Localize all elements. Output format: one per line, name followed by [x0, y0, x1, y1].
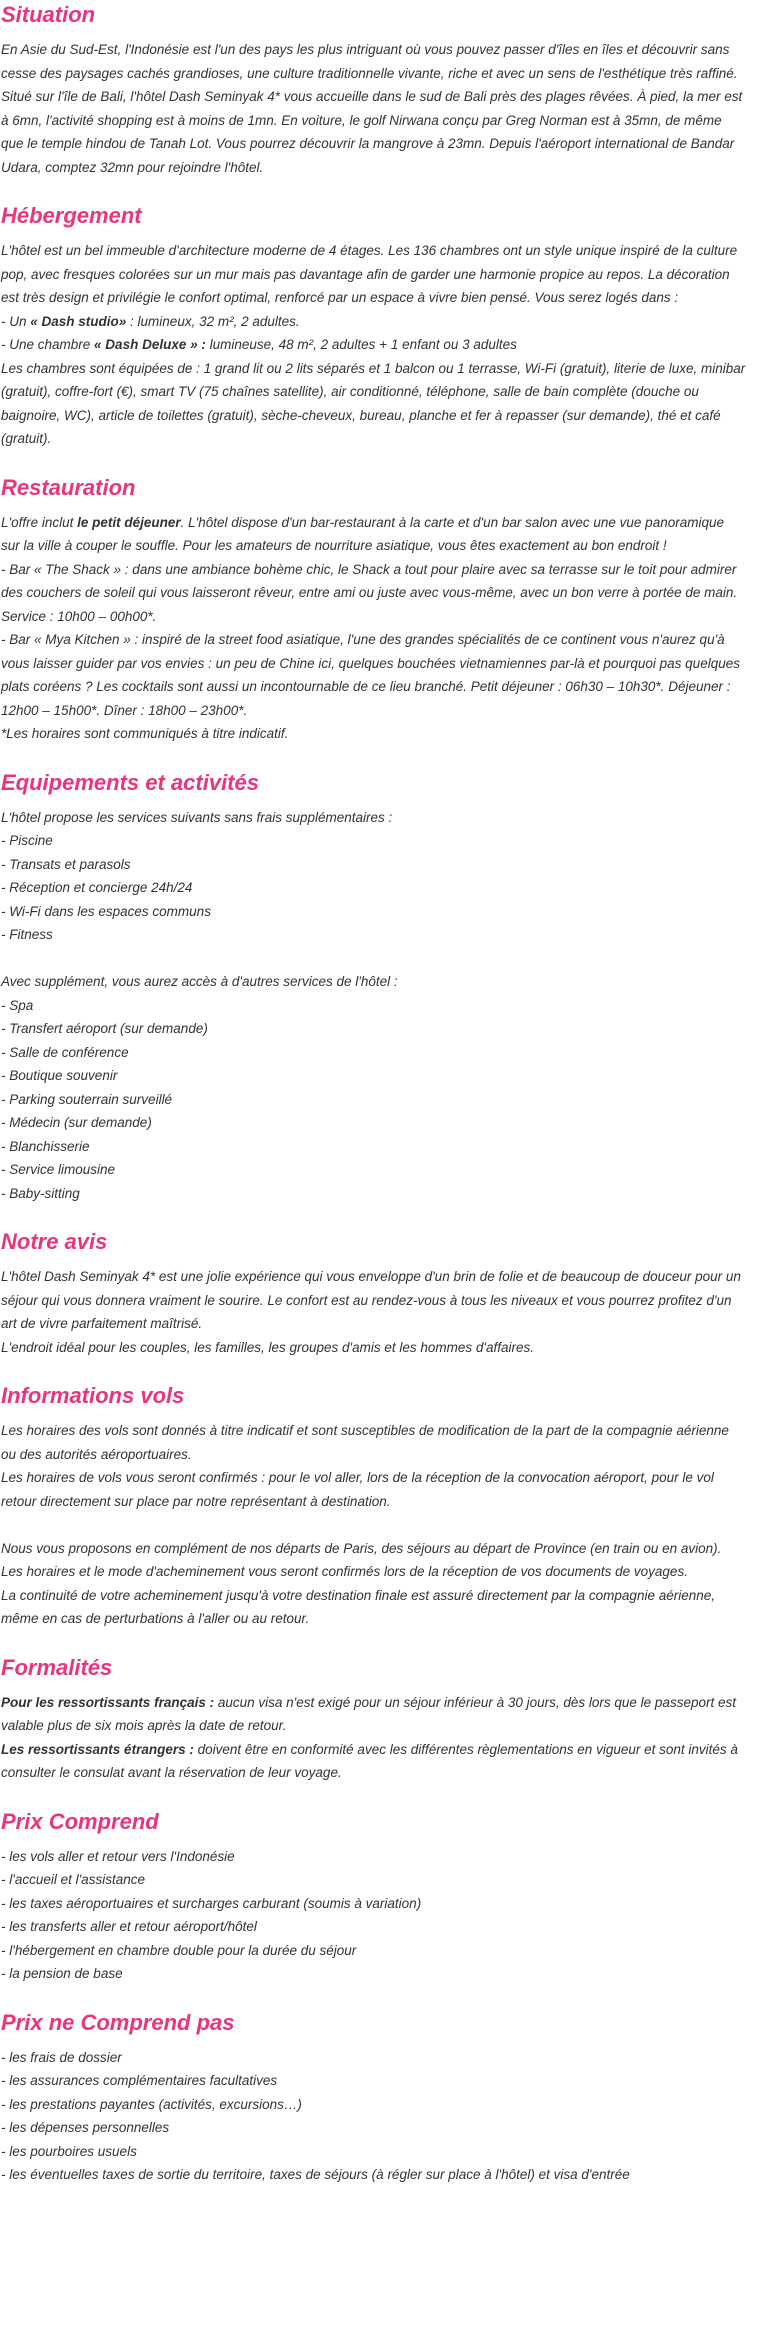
vols-text: La continuité de votre acheminement jusqu'à votre destination finale est assuré directement par la compagnie aérienne, même en cas de perturbations à l'aller ou au retour.	[1, 1587, 716, 1626]
bar-mya-kitchen: - Bar « Mya Kitchen » : inspiré de la street food asiatique, l'une des grandes spécialités de ce continent vous n'aurez qu'à vous laisser guider par vos envies : un peu de Chine ici, quelques bouchées vietnamiennes par-là et pourquoi pas quelques plats coréens ? Les cocktails sont aussi un incontournable de ce lieu branché. Petit déjeuner : 06h30 – 10h30*. Déjeuner : 12h00 – 15h00*. Dîner : 18h00 – 23h00*.	[1, 632, 740, 718]
avis-text: L'hôtel Dash Seminyak 4* est une jolie expérience qui vous enveloppe d'un brin de folie et de beaucoup de douceur pour un séjour qui vous donnera vraiment le sourire. Le confort est au rendez-vous à tous les niveaux et vous pourrez profitez d'un art de vivre parfaitement maîtrisé.	[1, 1269, 741, 1331]
formalites-francais: Pour les ressortissants français : aucun visa n'est exigé pour un séjour inférieur à 30 jours, dès lors que le passeport est valable plus de six mois après la date de retour.	[1, 1694, 736, 1733]
hebergement-intro: L'hôtel est un bel immeuble d'architecture moderne de 4 étages. Les 136 chambres ont un style unique inspiré de la culture pop, avec fresques colorées sur un mur mais pas davantage afin de garder une harmonie propice au repos. La décoration est très design et privilégie le confort optimal, renforcé par un espace à vivre bien pensé. Vous serez logés dans :	[1, 243, 738, 305]
spacer	[1, 1513, 746, 1537]
list-item: - Piscine	[1, 833, 53, 848]
list-item: - Boutique souvenir	[1, 1068, 118, 1083]
section-prix-ne-comprend	[1, 2008, 746, 2187]
list-item: - les éventuelles taxes de sortie du territoire, taxes de séjours (à régler sur place à l'hôtel) et visa d'entrée	[1, 2167, 630, 2182]
vols-text: Les horaires et le mode d'acheminement vous seront confirmés lors de la réception de vos documents de voyages.	[1, 1564, 688, 1579]
list-item: - la pension de base	[1, 1966, 123, 1981]
list-item: - Transfert aéroport (sur demande)	[1, 1021, 208, 1036]
prix-ne-comprend-heading: Prix ne Comprend pas	[1, 2009, 235, 2035]
room-dash-studio: - Un « Dash studio» : lumineux, 32 m², 2 adultes.	[1, 313, 300, 329]
spacer	[1, 947, 746, 971]
section-prix-comprend	[1, 1807, 746, 1986]
prix-comprend-heading: Prix Comprend	[1, 1808, 159, 1834]
section-restauration	[1, 473, 746, 746]
list-item: - Médecin (sur demande)	[1, 1115, 152, 1130]
list-item: - les pourboires usuels	[1, 2143, 137, 2159]
section-hebergement	[1, 201, 746, 451]
formalites-etrangers: Les ressortissants étrangers : doivent être en conformité avec les différentes règlementations en vigueur et sont invités à consulter le consulat avant la réservation de leur voyage.	[1, 1741, 738, 1780]
list-item: - Parking souterrain surveillé	[1, 1091, 173, 1107]
section-equipements	[1, 768, 746, 1206]
paid-services-list	[1, 994, 746, 1206]
formalites-heading: Formalités	[1, 1654, 113, 1680]
list-item: - l'accueil et l'assistance	[1, 1872, 145, 1887]
list-item: - Salle de conférence	[1, 1044, 129, 1060]
equipements-heading: Equipements et activités	[1, 769, 259, 795]
bar-the-shack: - Bar « The Shack » : dans une ambiance bohème chic, le Shack a tout pour plaire avec sa terrasse sur le toit pour admirer des couchers de soleil qui vous laisseront rêveur, entre ami ou juste avec vous-même, avec un bon verre à portée de main. Service : 10h00 – 00h00*.	[1, 561, 738, 624]
list-item: - Blanchisserie	[1, 1138, 90, 1154]
list-item: - Transats et parasols	[1, 856, 131, 872]
list-item: - Baby-sitting	[1, 1185, 80, 1201]
paid-services-intro: Avec supplément, vous aurez accès à d'autres services de l'hôtel :	[1, 974, 398, 989]
list-item: - Spa	[1, 997, 34, 1013]
list-item: - les frais de dossier	[1, 2049, 122, 2065]
situation-heading: Situation	[1, 2, 96, 27]
list-item: - Réception et concierge 24h/24	[1, 880, 193, 895]
section-avis	[1, 1227, 746, 1359]
vols-text: Les horaires de vols vous seront confirmés : pour le vol aller, lors de la réception de la convocation aéroport, pour le vol retour directement sur place par notre représentant à destination.	[1, 1470, 714, 1509]
room-equipment: Les chambres sont équipées de : 1 grand lit ou 2 lits séparés et 1 balcon ou 1 terrasse, Wi-Fi (gratuit), literie de luxe, minibar (gratuit), coffre-fort (€), smart TV (75 chaînes satellite), air conditionné, téléphone, salle de bain complète (douche ou baignoire, WC), article de toilettes (gratuit), sèche-cheveux, bureau, planche et fer à repasser (sur demande), thé et café (gratuit).	[1, 360, 746, 446]
vols-text: Nous vous proposons en complément de nos départs de Paris, des séjours au départ de Province (en train ou en avion).	[1, 1540, 722, 1556]
section-formalites	[1, 1653, 746, 1785]
list-item: - les transferts aller et retour aéroport/hôtel	[1, 1919, 257, 1934]
list-item: - les vols aller et retour vers l'Indonésie	[1, 1848, 235, 1864]
avis-heading: Notre avis	[1, 1229, 108, 1254]
avis-target: L'endroit idéal pour les couples, les familles, les groupes d'amis et les hommes d'affaires.	[1, 1339, 534, 1355]
section-situation	[1, 0, 746, 179]
list-item: - les assurances complémentaires facultatives	[1, 2073, 278, 2088]
list-item: - Wi-Fi dans les espaces communs	[1, 903, 211, 919]
free-services-list	[1, 829, 746, 947]
section-vols	[1, 1381, 746, 1631]
list-item: - les prestations payantes (activités, excursions…)	[1, 2096, 302, 2112]
list-item: - les taxes aéroportuaires et surcharges carburant (soumis à variation)	[1, 1895, 422, 1911]
vols-text: Les horaires des vols sont donnés à titre indicatif et sont susceptibles de modification de la part de la compagnie aérienne ou des autorités aéroportuaires.	[1, 1423, 729, 1462]
restauration-intro: L'offre inclut le petit déjeuner. L'hôtel dispose d'un bar-restaurant à la carte et d'un bar salon avec une vue panoramique sur la ville à couper le souffle. Pour les amateurs de nourriture asiatique, vous êtes exactement au bon endroit !	[1, 514, 724, 553]
free-services-intro: L'hôtel propose les services suivants sans frais supplémentaires :	[1, 809, 393, 825]
restauration-heading: Restauration	[1, 474, 136, 500]
situation-text: En Asie du Sud-Est, l'Indonésie est l'un des pays les plus intriguant où vous pouvez passer d'îles en îles et découvrir sans cesse des paysages cachés grandioses, une culture traditionnelle vivante, riche et avec un sens de l'esthétique très raffiné. Situé sur l'île de Bali, l'hôtel Dash Seminyak 4* vous accueille dans le sud de Bali près des plages rêvées. À pied, la mer est à 6mn, l'activité shopping est à moins de 1mn. En voiture, le golf Nirwana conçu par Greg Norman est à 35mn, de même que le temple hindou de Tanah Lot. Vous pourrez découvrir la mangrove à 23mn. Depuis l'aéroport international de Bandar Udara, comptez 32mn pour rejoindre l'hôtel.	[1, 42, 743, 175]
room-dash-deluxe: - Une chambre « Dash Deluxe » : lumineuse, 48 m², 2 adultes + 1 enfant ou 3 adultes	[1, 337, 517, 352]
restauration-note: *Les horaires sont communiqués à titre indicatif.	[1, 726, 289, 741]
vols-heading: Informations vols	[1, 1383, 185, 1408]
list-item: - Fitness	[1, 927, 53, 942]
list-item: - Service limousine	[1, 1162, 116, 1177]
list-item: - les dépenses personnelles	[1, 2120, 170, 2135]
hebergement-heading: Hébergement	[1, 203, 142, 228]
list-item: - l'hébergement en chambre double pour la durée du séjour	[1, 1942, 357, 1958]
